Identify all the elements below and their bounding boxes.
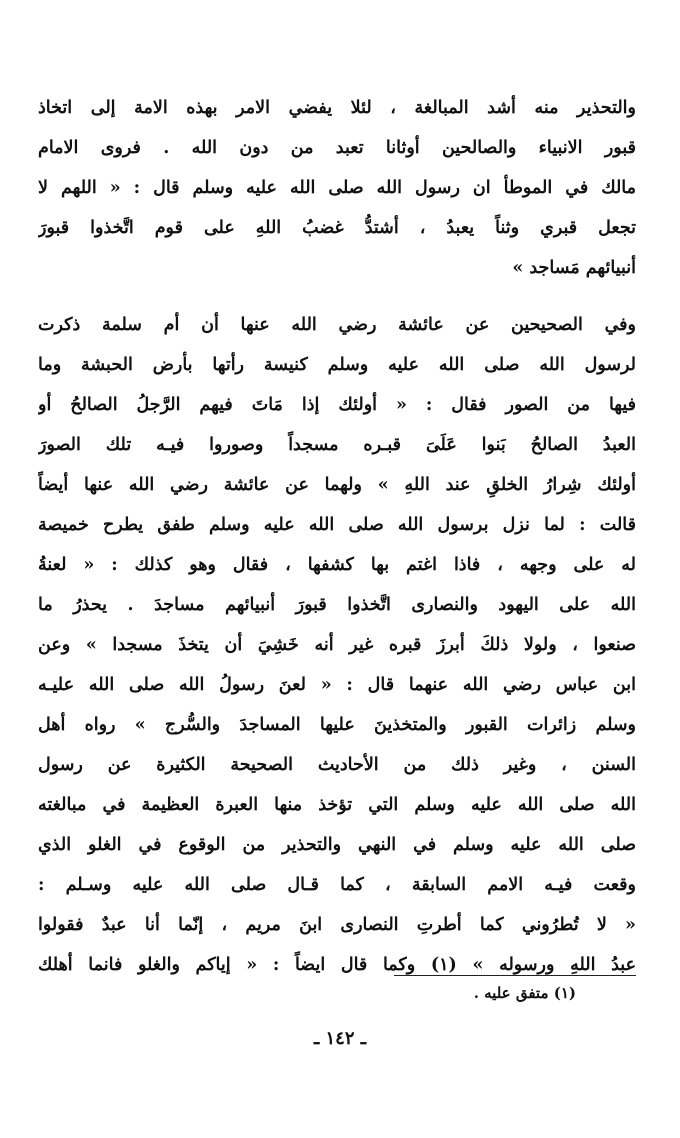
text-line: أنبيائهم مَساجد » (512, 258, 636, 278)
text-line: فيها من الصور فقال : « أولئك إذا مَاتَ فيهم الرَّجلُ الصالحُ أو (38, 395, 636, 415)
text-line: ابن عباس رضي الله عنهما قال : « لعنَ رسولُ الله صلى الله عليـه (38, 675, 636, 695)
text-line: لرسول الله صلى الله عليه وسلم كنيسة رأتها بأرض الحبشة وما (38, 355, 636, 375)
text-line: « لا تُطرُوني كما أطرتِ النصارى ابنَ مريم ، إنّما أنا عبدٌ فقولوا (38, 915, 636, 935)
text-line: مالك في الموطأ ان رسول الله صلى الله عليه وسلم قال : « اللهم لا (38, 178, 636, 198)
text-line: وفي الصحيحين عن عائشة رضي الله عنها أن أم سلمة ذكرت (38, 315, 636, 335)
page-number: ـ ١٤٢ ـ (313, 1028, 367, 1049)
text-line: تجعل قبري وثناً يعبدُ ، أشتدُّ غضبُ اللهِ على قوم اتَّخذوا قبورَ (38, 218, 636, 238)
footnote-divider (394, 975, 636, 976)
text-line: السنن ، وغير ذلك من الأحاديث الصحيحة الكثيرة عن رسول (38, 755, 636, 775)
text-line: والتحذير منه أشد المبالغة ، لئلا يفضي الامر بهذه الامة إلى اتخاذ (38, 98, 636, 118)
text-line: الله صلى الله عليه وسلم التي تؤخذ منها العبرة العظيمة في مبالغته (38, 795, 636, 815)
text-line: قبور الانبياء والصالحين أوثانا تعبد من دون الله . فروى الامام (38, 138, 636, 158)
text-line: أولئك شِرارُ الخلقِ عند اللهِ » ولهما عن عائشة رضي الله عنها أيضاً (38, 475, 636, 495)
paragraph-1 (38, 88, 636, 288)
text-line: العبدُ الصالحُ بَنوا عَلَىَ قبـره مسجداً وصوروا فيـه تلك الصورَ (38, 435, 636, 455)
paragraph-2 (38, 305, 636, 985)
text-line: صلى الله عليه وسلم في النهي والتحذير من الوقوع في الغلو الذي (38, 835, 636, 855)
text-line: وقعت فيـه الامم السابقة ، كما قـال صلى الله عليه وسـلم : (38, 875, 636, 895)
text-line: قالت : لما نزل برسول الله صلى الله عليه وسلم طفق يطرح خميصة (38, 515, 636, 535)
text-line: عبدُ اللهِ ورسوله » (١) وكما قال ايضاً : « إياكم والغلو فانما أهلك (38, 955, 636, 975)
text-line: وسلم زائرات القبور والمتخذينَ عليها المساجدَ والسُّرج » رواه أهل (38, 715, 636, 735)
text-line: الله على اليهود والنصارى اتَّخذوا قبورَ أنبيائهم مساجدَ . يحذرُ ما (38, 595, 636, 615)
footnote: (١) متفق عليه . (473, 984, 576, 1002)
text-line: صنعوا ، ولولا ذلكَ أبرزَ قبره غير أنه خَشِيَ أن يتخذَ مسجدا » وعن (38, 635, 636, 655)
text-line: له على وجهه ، فاذا اغتم بها كشفها ، فقال وهو كذلك : « لعنةُ (38, 555, 636, 575)
